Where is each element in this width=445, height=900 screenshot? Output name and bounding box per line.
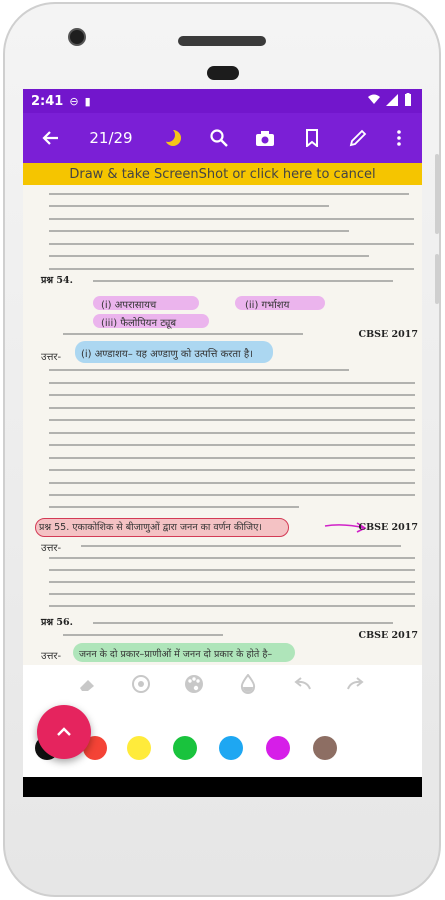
expand-fab[interactable] xyxy=(37,705,91,759)
color-swatch-green[interactable] xyxy=(173,736,197,760)
text-line xyxy=(49,482,415,484)
front-camera xyxy=(68,28,86,46)
screenshot-banner[interactable]: Draw & take ScreenShot or click here to cancel xyxy=(23,163,422,185)
text-line xyxy=(49,557,415,559)
text-line xyxy=(49,593,415,595)
sd-card-icon: ▮ xyxy=(84,94,91,108)
text-line xyxy=(49,469,415,471)
screen xyxy=(23,89,422,797)
option-1: (i) अपरासायच xyxy=(101,300,157,311)
color-swatch-yellow[interactable] xyxy=(127,736,151,760)
text-line xyxy=(49,581,415,583)
highlight-green-text: जनन के दो प्रकार–प्राणीओं में जनन दो प्रकार के होते है– xyxy=(79,649,273,660)
redo-icon[interactable] xyxy=(343,671,369,697)
highlight-blue-text: (i) अण्डाशय– यह अण्डाणु को उत्पत्ति करता है। xyxy=(81,349,253,360)
answer-label: उत्तर- xyxy=(41,543,62,554)
text-line xyxy=(49,193,409,195)
text-line xyxy=(49,369,349,371)
moon-icon[interactable] xyxy=(160,113,186,163)
text-line xyxy=(49,494,415,496)
pdf-page[interactable] xyxy=(23,163,422,665)
chevron-up-icon xyxy=(56,727,72,737)
text-line xyxy=(63,333,303,335)
search-icon[interactable] xyxy=(206,113,232,163)
battery-icon xyxy=(404,93,412,106)
text-line xyxy=(63,634,223,636)
answer-label: उत्तर- xyxy=(41,651,62,662)
answer-label: उत्तर- xyxy=(41,352,62,363)
cbse-tag: CBSE 2017 xyxy=(358,329,418,340)
highlight-red-text: प्रश्न 55. एकाकोशिक से बीजाणुओं द्वारा जनन का वर्णन कीजिए। xyxy=(39,522,262,533)
color-swatch-blue[interactable] xyxy=(219,736,243,760)
more-vert-icon[interactable] xyxy=(389,113,409,163)
text-line xyxy=(49,432,415,434)
page-counter: 21/29 xyxy=(89,129,133,147)
undo-icon[interactable] xyxy=(289,671,315,697)
opacity-drop-icon[interactable] xyxy=(235,671,261,697)
text-line xyxy=(49,382,415,384)
volume-button xyxy=(435,154,439,234)
stroke-width-icon[interactable] xyxy=(128,671,154,697)
text-line xyxy=(49,605,415,607)
back-arrow-icon[interactable] xyxy=(35,113,65,163)
color-swatch-magenta[interactable] xyxy=(266,736,290,760)
text-line xyxy=(93,622,393,624)
text-line xyxy=(49,444,415,446)
option-3: (iii) फैलोपियन ट्यूब xyxy=(101,318,177,329)
eraser-icon[interactable] xyxy=(75,671,101,697)
text-line xyxy=(49,243,414,245)
power-button xyxy=(435,254,439,304)
status-bar xyxy=(23,89,422,113)
proximity-sensor xyxy=(207,66,239,80)
text-line xyxy=(49,457,415,459)
bookmark-icon[interactable] xyxy=(299,113,325,163)
text-line xyxy=(93,280,393,282)
option-2: (ii) गर्भाशय xyxy=(245,300,290,311)
text-line xyxy=(49,506,299,508)
signal-icon xyxy=(386,94,398,106)
pencil-icon[interactable] xyxy=(345,113,371,163)
text-line xyxy=(49,218,414,220)
text-line xyxy=(49,255,369,257)
text-line xyxy=(49,230,349,232)
earpiece-speaker xyxy=(178,36,266,46)
cbse-tag: CBSE 2017 xyxy=(358,630,418,641)
text-line xyxy=(49,268,414,270)
palette-icon[interactable] xyxy=(181,671,207,697)
text-line xyxy=(81,545,401,547)
color-swatch-brown[interactable] xyxy=(313,736,337,760)
question-54-label: प्रश्न 54. xyxy=(41,275,73,286)
system-nav-bar xyxy=(23,777,422,797)
text-line xyxy=(49,419,415,421)
drawing-toolbar xyxy=(23,665,422,777)
app-toolbar xyxy=(23,113,422,163)
text-line xyxy=(49,407,415,409)
status-time: 2:41 xyxy=(31,93,64,109)
vpn-icon: ⊖ xyxy=(69,94,79,108)
text-line xyxy=(49,205,329,207)
question-56-label: प्रश्न 56. xyxy=(41,617,73,628)
camera-icon[interactable] xyxy=(252,113,278,163)
text-line xyxy=(49,569,415,571)
text-line xyxy=(49,394,415,396)
wifi-icon xyxy=(368,94,380,105)
cbse-tag: CBSE 2017 xyxy=(358,522,418,533)
